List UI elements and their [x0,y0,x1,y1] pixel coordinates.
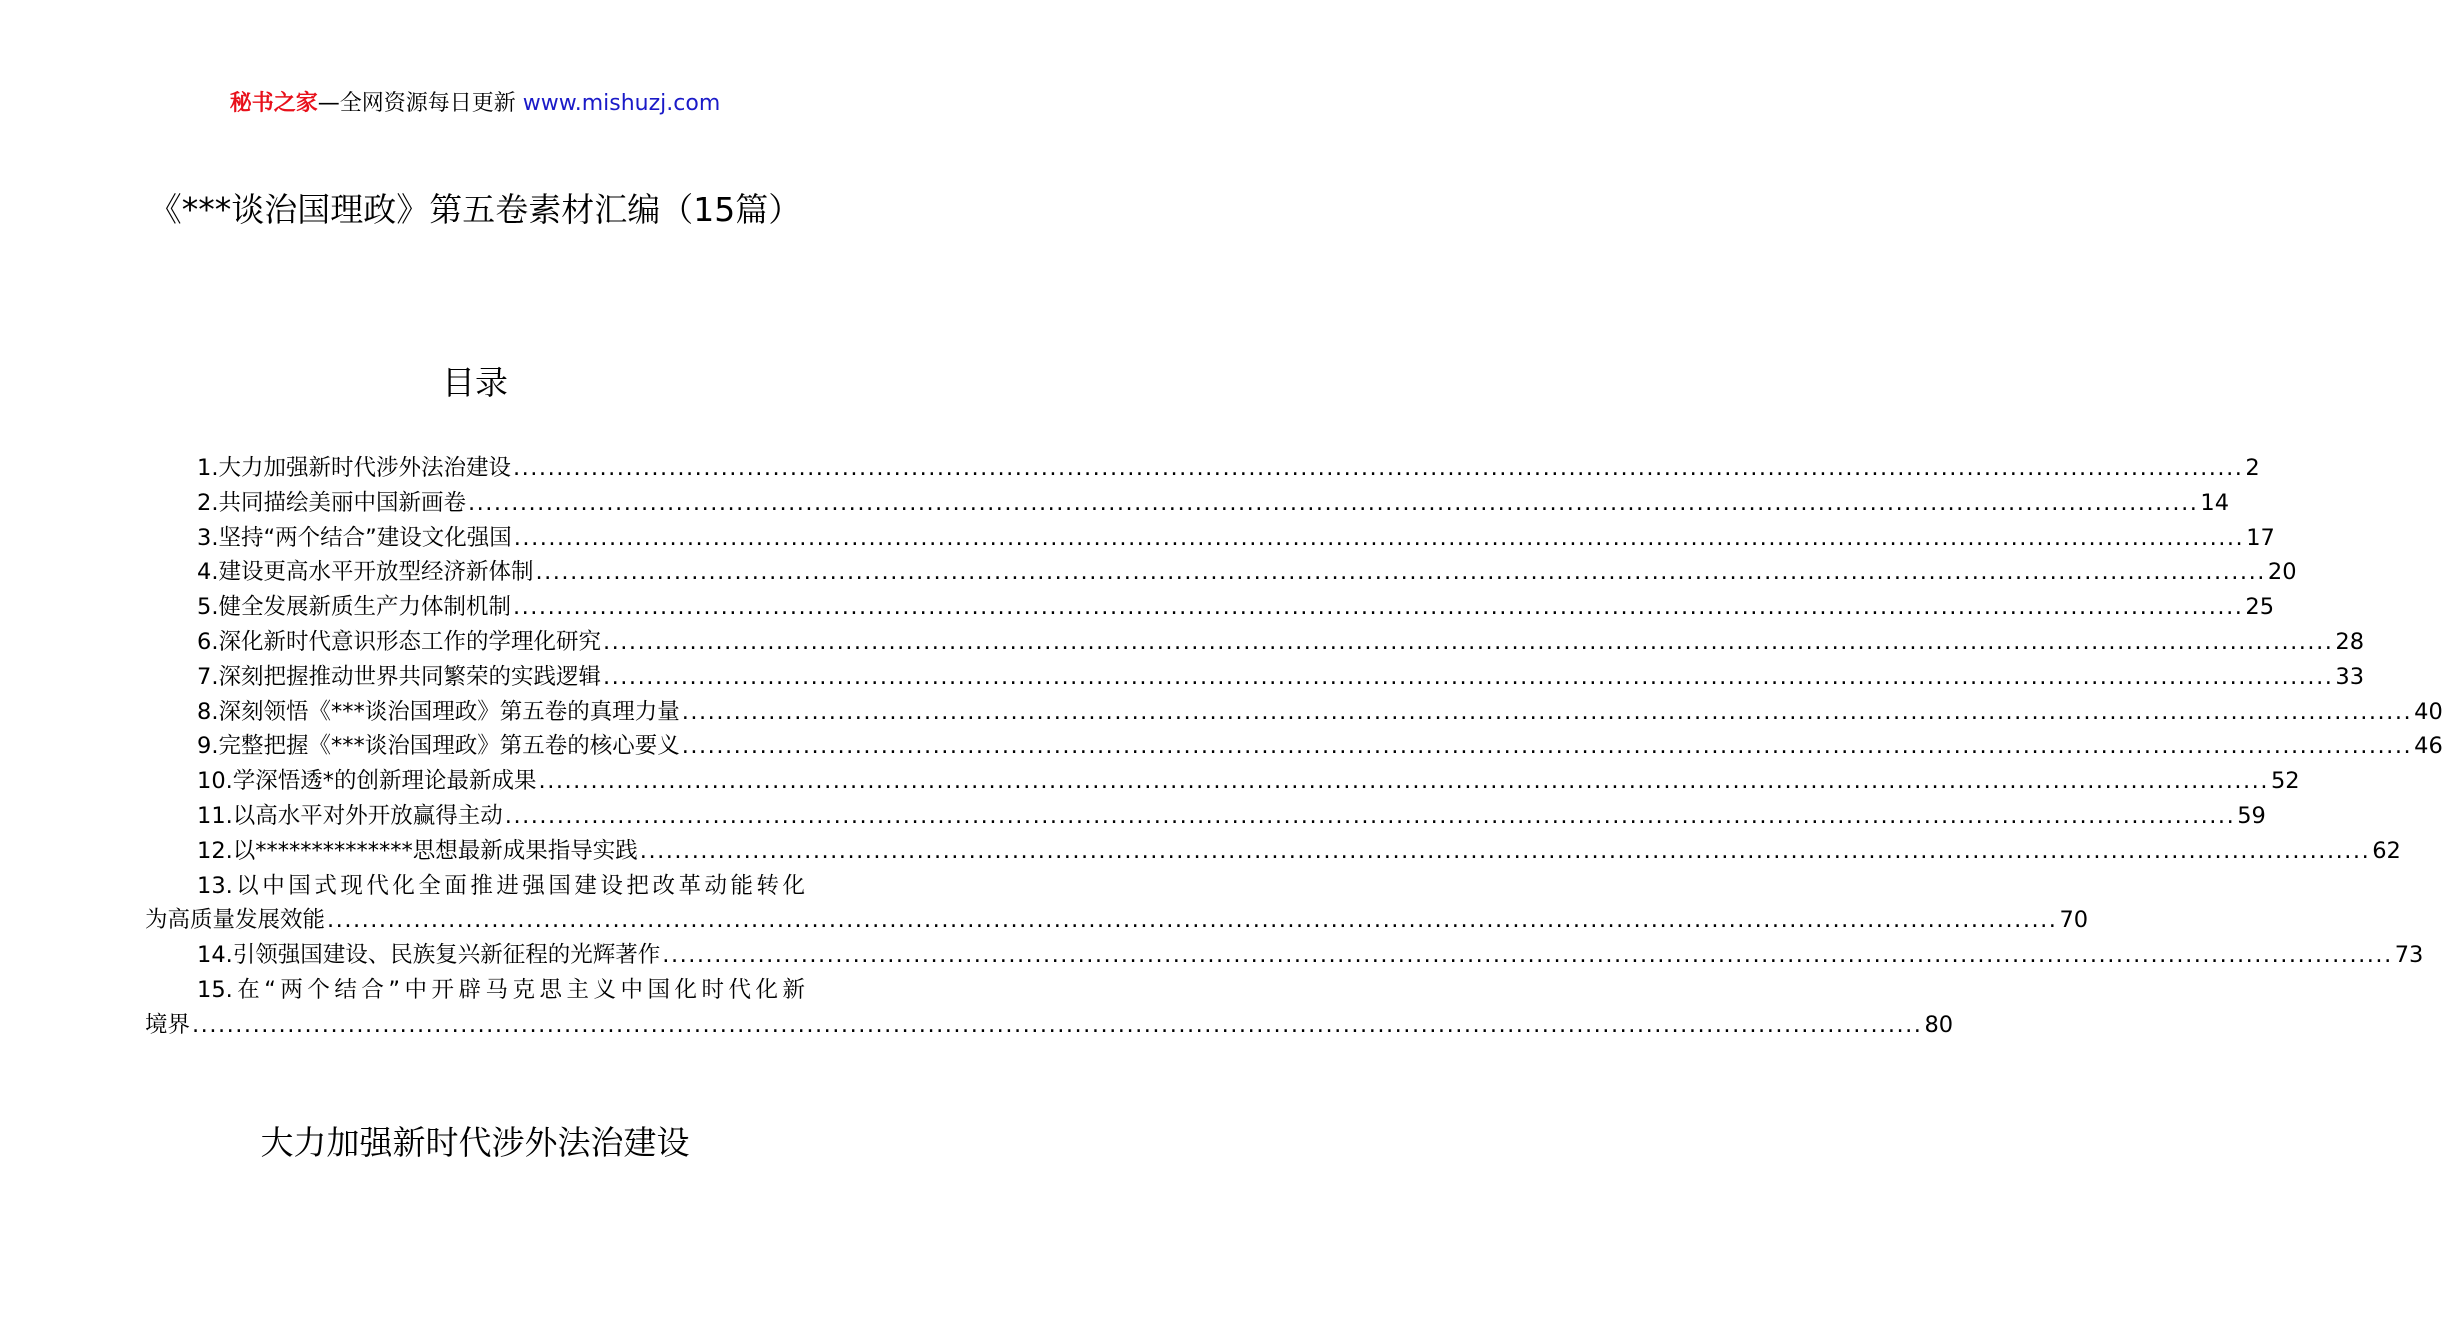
site-header [0,88,950,120]
toc-entry[interactable] [145,729,2443,764]
toc-entry-title: 12.以**************思想最新成果指导实践 [197,837,638,864]
toc-entry[interactable] [145,521,2275,556]
site-tagline: —全网资源每日更新 [317,91,516,116]
toc-entry[interactable] [145,834,2401,869]
site-url-link[interactable]: www.mishuzj.com [522,91,721,116]
toc-leader-dots: ........................................................................................................................................................................................................ [681,733,2413,760]
toc-leader-dots: ........................................................................................................................................................................................................ [639,837,2371,864]
toc-page-number: 73 [2394,942,2424,969]
toc-leader-dots: ........................................................................................................................................................................................................ [192,1011,1923,1038]
toc-page-number: 33 [2335,663,2365,690]
toc-entry[interactable] [145,451,2260,486]
toc-leader-dots: ........................................................................................................................................................................................................ [602,628,2334,655]
toc-page-number: 62 [2372,837,2401,864]
toc-entry[interactable] [145,695,2443,730]
toc-entry[interactable] [145,660,2365,695]
document-title: 《***谈治国理政》第五卷素材汇编（15篇） [148,190,802,229]
toc-entry-title: 3.坚持“两个结合”建设文化强国 [197,524,512,551]
toc-entry-title: 境界 [145,1011,191,1038]
toc-entry-title: 1.大力加强新时代涉外法治建设 [197,455,511,481]
toc-entry-title: 11.以高水平对外开放赢得主动 [197,802,503,829]
toc-page-number: 80 [1924,1011,1954,1038]
toc-entry-line2[interactable] [145,1008,1954,1043]
toc-page-number: 2 [2245,455,2260,481]
toc-entry[interactable] [145,555,2297,590]
toc-page-number: 52 [2270,768,2300,795]
toc-page-number: 59 [2237,802,2266,829]
toc-entry-title: 14.引领强国建设、民族复兴新征程的光辉著作 [197,942,661,969]
toc-leader-dots: ........................................................................................................................................................................................................ [467,489,2199,516]
table-of-contents [145,451,2443,1043]
toc-entry[interactable] [145,764,2300,799]
toc-leader-dots: ........................................................................................................................................................................................................ [512,594,2244,621]
section-title: 大力加强新时代涉外法治建设 [260,1123,690,1162]
toc-page-number: 28 [2335,628,2365,655]
toc-entry[interactable] [145,938,2424,973]
toc-entry-title: 5.健全发展新质生产力体制机制 [197,594,511,621]
toc-entry-title: 9.完整把握《***谈治国理政》第五卷的核心要义 [197,733,680,760]
toc-page-number: 14 [2200,489,2230,516]
toc-page-number: 20 [2267,559,2297,586]
toc-leader-dots: ........................................................................................................................................................................................................ [538,768,2269,795]
toc-leader-dots: ........................................................................................................................................................................................................ [681,698,2413,725]
site-brand: 秘书之家 [229,91,318,116]
toc-entry-title: 为高质量发展效能 [145,907,326,934]
toc-entry[interactable] [145,625,2365,660]
toc-entry-title: 10.学深悟透*的创新理论最新成果 [197,768,537,795]
toc-entry-line1[interactable]: 13.以中国式现代化全面推进强国建设把改革动能转化 [197,872,805,899]
toc-entry[interactable] [145,799,2266,834]
toc-leader-dots: ........................................................................................................................................................................................................ [327,907,2058,934]
toc-leader-dots: ........................................................................................................................................................................................................ [504,802,2236,829]
toc-leader-dots: ........................................................................................................................................................................................................ [662,942,2393,969]
toc-leader-dots: ........................................................................................................................................................................................................ [512,455,2244,481]
toc-entry-line2[interactable] [145,903,2089,938]
toc-leader-dots: ........................................................................................................................................................................................................ [602,663,2334,690]
toc-entry-title: 8.深刻领悟《***谈治国理政》第五卷的真理力量 [197,698,680,725]
toc-page-number: 46 [2414,733,2443,760]
toc-entry-title: 4.建设更高水平开放型经济新体制 [197,559,534,586]
toc-heading: 目录 [442,363,508,402]
toc-entry-title: 7.深刻把握推动世界共同繁荣的实践逻辑 [197,663,601,690]
toc-leader-dots: ........................................................................................................................................................................................................ [535,559,2266,586]
toc-entry-title: 2.共同描绘美丽中国新画卷 [197,489,466,516]
toc-page-number: 70 [2059,907,2089,934]
toc-entry-title: 6.深化新时代意识形态工作的学理化研究 [197,628,601,655]
toc-leader-dots: ........................................................................................................................................................................................................ [513,524,2245,551]
toc-page-number: 25 [2245,594,2275,621]
toc-entry[interactable] [145,486,2230,521]
toc-entry[interactable] [145,590,2275,625]
toc-page-number: 17 [2246,524,2275,551]
toc-entry-line1[interactable]: 15.在“两个结合”中开辟马克思主义中国化时代化新 [197,976,805,1003]
toc-page-number: 40 [2414,698,2443,725]
